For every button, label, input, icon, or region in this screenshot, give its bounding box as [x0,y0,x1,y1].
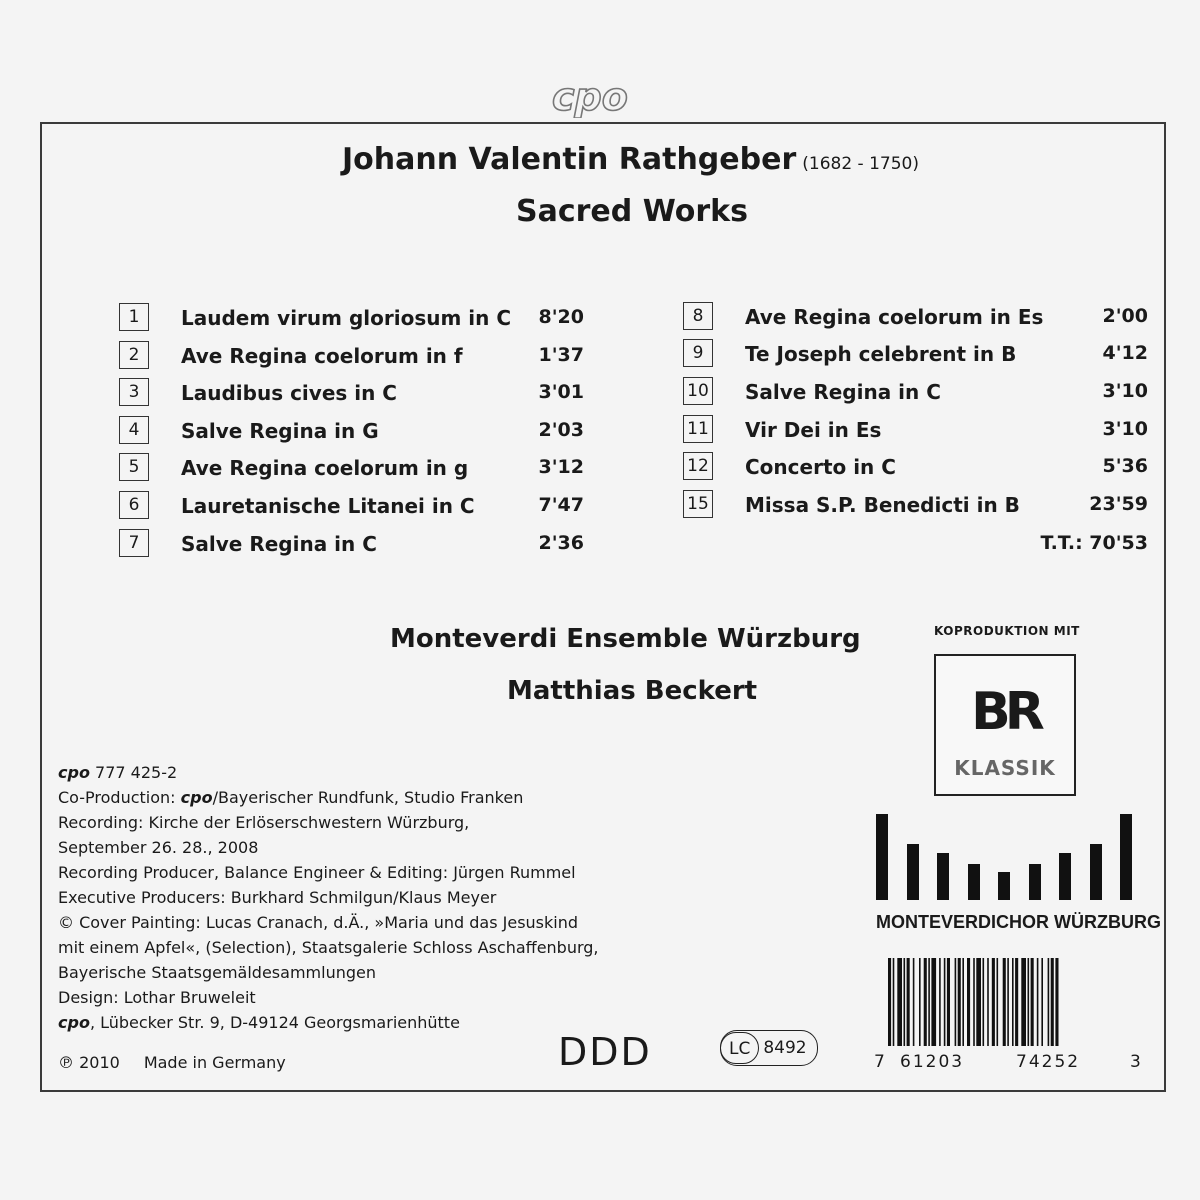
address-rest: , Lübecker Str. 9, D-49124 Georgsmarienhütte [89,1013,460,1032]
track-number: 1 [119,303,149,331]
barcode-bar [1041,958,1043,1046]
track-time: 2'36 [538,532,584,554]
barcode-bar [1037,958,1039,1046]
barcode-bar [992,958,995,1046]
barcode-bar [904,958,906,1046]
lc-prefix: LC [720,1032,759,1064]
barcode-bar [983,958,985,1046]
track-time: 5'36 [1102,455,1148,477]
choir-logo-bar [1059,853,1071,900]
barcode-bar [1012,958,1014,1046]
track-title: Te Joseph celebrent in B [745,342,1017,366]
ensemble-name: Monteverdi Ensemble Würzburg [390,624,861,654]
cover-line-3: Bayerische Staatsgemäldesammlungen [58,963,376,982]
track-title: Salve Regina in G [181,419,379,443]
track-title: Vir Dei in Es [745,418,882,442]
barcode-bar [1048,958,1050,1046]
track-time: 3'12 [538,456,584,478]
composer-line [342,142,919,177]
track-number: 9 [683,339,713,367]
track-number: 5 [119,453,149,481]
choir-logo-bar [1090,844,1102,900]
choir-logo-bar [937,853,949,900]
choir-logo-bar [907,844,919,900]
track-title: Salve Regina in C [745,380,941,404]
barcode-bar [919,958,921,1046]
catalog-number: 777 425-2 [89,763,178,782]
address-line [58,1010,599,1035]
choir-logo-bar [998,872,1010,900]
barcode-first-digit: 7 [874,1052,887,1072]
track-time: 7'47 [538,494,584,516]
track-number: 2 [119,341,149,369]
track-number: 15 [683,490,713,518]
barcode-left-digits: 61203 [900,1052,965,1072]
br-letters: BR [971,682,1039,742]
monteverdichor-name: MONTEVERDICHOR WÜRZBURG [876,912,1161,932]
total-time: T.T.: 70'53 [1040,532,1148,554]
track-title: Missa S.P. Benedicti in B [745,493,1020,517]
track-number: 10 [683,377,713,405]
barcode-bar [958,958,961,1046]
barcode-bar [1028,958,1030,1046]
barcode-bar [962,958,964,1046]
barcode-bar [947,958,950,1046]
svg-text:cpo: cpo [552,78,628,118]
barcode-bar [944,958,946,1046]
track-time: 23'59 [1089,493,1148,515]
track-time: 2'03 [538,419,584,441]
album-subtitle: Sacred Works [516,194,748,229]
recording-line-2: September 26. 28., 2008 [58,838,259,857]
cpo-brand: cpo [58,763,90,782]
phonogram-line [58,1050,286,1075]
barcode [888,958,1138,1046]
track-title: Concerto in C [745,455,896,479]
track-number: 11 [683,415,713,443]
barcode-bar [928,958,930,1046]
choir-logo-bar [1029,864,1041,900]
barcode-right-digits: 74252 [1016,1052,1081,1072]
barcode-bar [924,958,927,1046]
coproduction-line [58,785,599,810]
made-in: Made in Germany [143,1053,286,1072]
barcode-bar [893,958,895,1046]
track-number: 8 [683,302,713,330]
monteverdichor-logo [876,814,1132,902]
barcode-bar [987,958,989,1046]
track-number: 12 [683,452,713,480]
barcode-bar [907,958,910,1046]
credits-block [58,760,599,1035]
cover-line-2: mit einem Apfel«, (Selection), Staatsgalerie Schloss Aschaffenburg, [58,938,599,957]
track-number: 7 [119,529,149,557]
coproduction-label: KOPRODUKTION MIT [934,624,1080,638]
barcode-bar [1055,958,1058,1046]
track-title: Laudem virum gloriosum in C [181,306,512,330]
producer-line: Recording Producer, Balance Engineer & Editing: Jürgen Rummel [58,863,576,882]
track-time: 3'01 [538,381,584,403]
barcode-bar [973,958,975,1046]
track-title: Ave Regina coelorum in f [181,344,463,368]
track-time: 8'20 [538,306,584,328]
br-klassik-word: KLASSIK [954,756,1056,780]
track-time: 3'10 [1102,380,1148,402]
recording-format: DDD [558,1030,652,1074]
br-klassik-logo [934,654,1076,796]
track-title: Ave Regina coelorum in g [181,456,469,480]
barcode-bar [897,958,902,1046]
track-time: 1'37 [538,344,584,366]
barcode-bar [967,958,970,1046]
barcode-bar [1007,958,1009,1046]
barcode-bar [976,958,981,1046]
track-time: 4'12 [1102,342,1148,364]
track-time: 2'00 [1102,305,1148,327]
catalog-line [58,760,599,785]
coprod-rest: /Bayerischer Rundfunk, Studio Franken [212,788,524,807]
cpo-brand: cpo [58,1013,90,1032]
barcode-bar [955,958,957,1046]
track-number: 3 [119,378,149,406]
composer-name: Johann Valentin Rathgeber [342,142,797,177]
track-title: Salve Regina in C [181,532,377,556]
track-title: Ave Regina coelorum in Es [745,305,1044,329]
conductor-name: Matthias Beckert [507,676,758,706]
design-line: Design: Lothar Bruweleit [58,988,256,1007]
executive-line: Executive Producers: Burkhard Schmilgun/Klaus Meyer [58,888,497,907]
phono-year: ℗ 2010 [58,1053,120,1072]
barcode-bar [1051,958,1054,1046]
barcode-bar [931,958,936,1046]
composer-dates: (1682 - 1750) [802,154,919,174]
track-title: Lauretanische Litanei in C [181,494,475,518]
barcode-bar [1031,958,1034,1046]
cpo-brand: cpo [180,788,213,807]
barcode-bar [939,958,941,1046]
barcode-bar [1021,958,1026,1046]
label-code [720,1030,818,1066]
choir-logo-bar [1120,814,1132,900]
barcode-bar [888,958,891,1046]
track-title: Laudibus cives in C [181,381,397,405]
cover-line-1: © Cover Painting: Lucas Cranach, d.Ä., »Maria und das Jesuskind [58,913,579,932]
coprod-prefix: Co-Production: [58,788,181,807]
barcode-last-digit: 3 [1130,1052,1143,1072]
barcode-bar [997,958,999,1046]
cpo-logo [548,78,658,118]
track-number: 6 [119,491,149,519]
barcode-bar [913,958,915,1046]
barcode-bar [1003,958,1006,1046]
choir-logo-bar [876,814,888,900]
track-number: 4 [119,416,149,444]
track-time: 3'10 [1102,418,1148,440]
barcode-bar [1015,958,1018,1046]
lc-number: 8492 [763,1038,807,1058]
choir-logo-bar [968,864,980,900]
recording-line-1: Recording: Kirche der Erlöserschwestern Würzburg, [58,813,470,832]
